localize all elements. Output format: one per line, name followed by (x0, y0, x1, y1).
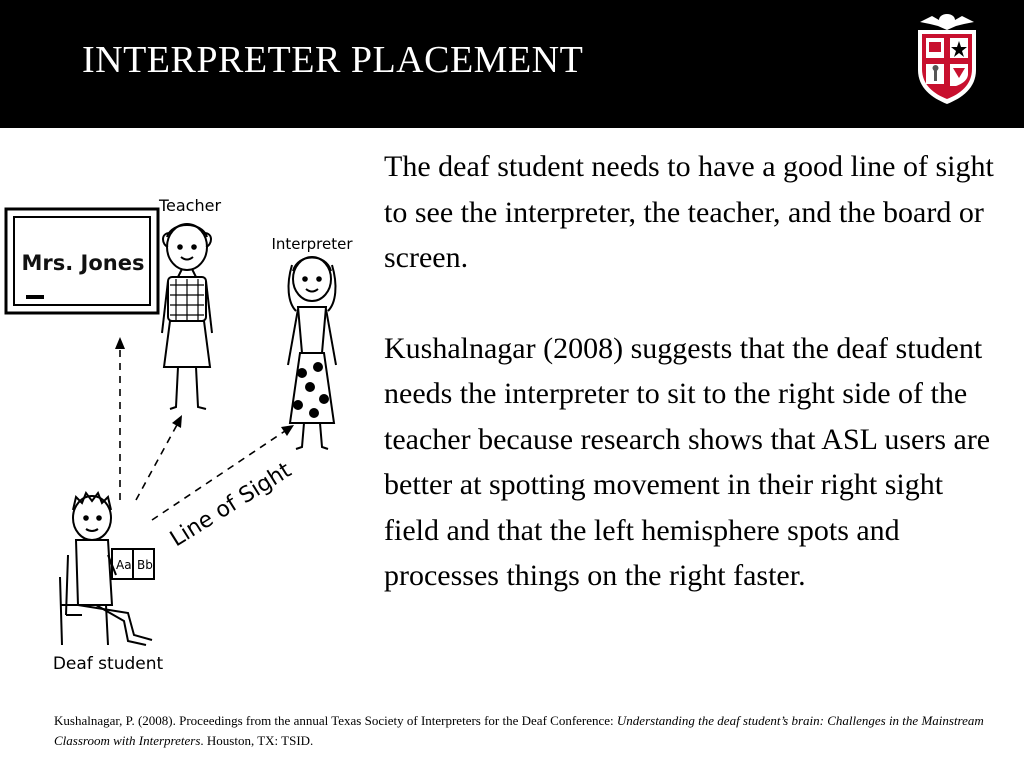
student-label: Deaf student (52, 654, 164, 674)
paragraph-kushalnagar: Kushalnagar (2008) suggests that the deaf student needs the interpreter to sit to the right side of the teacher because research shows that ASL users are better at spotting movement in their right sight field and that the left hemisphere spots and processes things on the right faster. (384, 331, 991, 592)
paragraph-line-of-sight: The deaf student needs to have a good line of sight to see the interpreter, the teacher, and the board or screen. (384, 150, 994, 274)
teacher-figure (158, 196, 221, 409)
citation-tail: . Houston, TX: TSID. (200, 733, 314, 748)
line-of-sight-label: Line of Sight (165, 457, 296, 553)
title-bar (0, 0, 1024, 128)
citation-lead: Kushalnagar, P. (2008). Proceedings from the annual Texas Society of Interpreters for the Deaf Conference: (54, 713, 617, 728)
interpreter-figure (271, 235, 353, 449)
book-text-2: Bb (137, 558, 153, 572)
book-text-1: Aa (116, 558, 132, 572)
board-name: Mrs. Jones (21, 251, 145, 275)
university-seal-icon (912, 12, 982, 106)
classroom-illustration (0, 185, 360, 680)
interpreter-label: Interpreter (271, 235, 353, 253)
body-text (384, 144, 994, 599)
board (6, 209, 158, 313)
slide-title: INTERPRETER PLACEMENT (82, 39, 584, 81)
citation (54, 711, 984, 751)
citation-title: Understanding the deaf student’s brain: Challenges in the Mainstream Classroom with Interpreters (54, 713, 984, 748)
teacher-label: Teacher (158, 196, 222, 215)
deaf-student-figure (53, 493, 164, 674)
